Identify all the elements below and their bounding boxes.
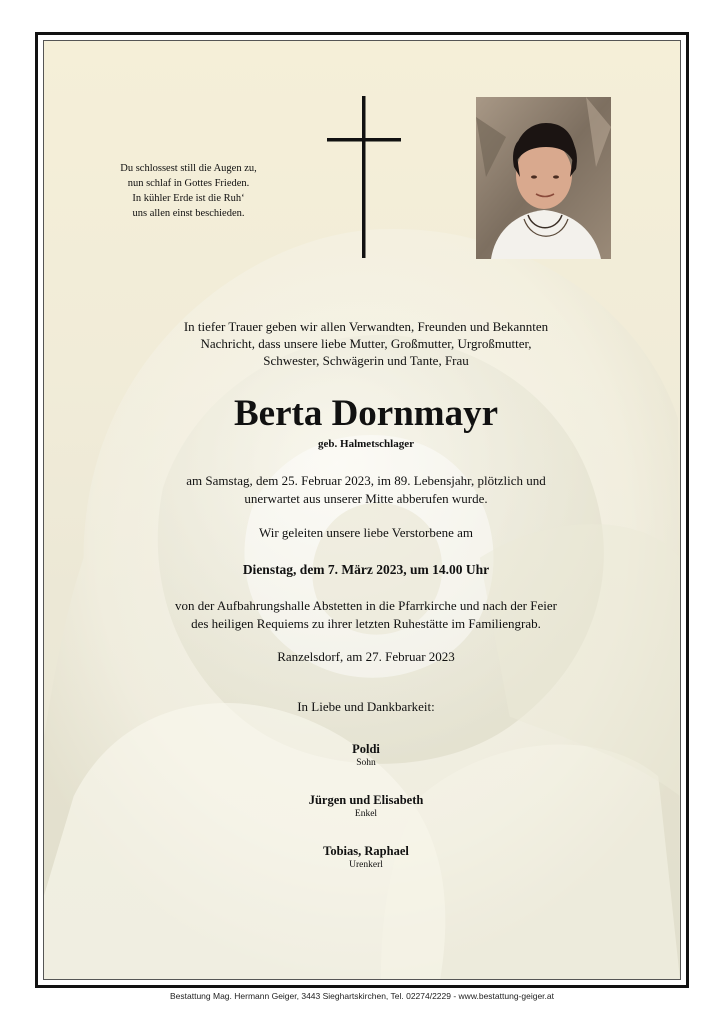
mourner-role: Urenkerl	[349, 860, 383, 870]
mourner-name: Jürgen und Elisabeth	[308, 793, 424, 807]
announcement	[104, 318, 628, 369]
cross-icon	[327, 96, 401, 258]
announcement-line: Schwester, Schwägerin und Tante, Frau	[263, 353, 469, 368]
card-frame	[35, 32, 689, 988]
death-notice-line: am Samstag, dem 25. Februar 2023, im 89. Lebensjahr, plötzlich und	[186, 473, 546, 488]
announcement-line: In tiefer Trauer geben wir allen Verwandten, Freunden und Bekannten	[183, 319, 549, 334]
poem-line: uns allen einst beschieden.	[132, 208, 245, 219]
mourner	[104, 792, 628, 820]
place-date: Ranzelsdorf, am 27. Februar 2023	[277, 649, 455, 664]
funeral-date: Dienstag, dem 7. März 2023, um 14.00 Uhr	[242, 562, 490, 577]
death-notice-line: unerwartet aus unserer Mitte abberufen wurde.	[244, 491, 488, 506]
mourner-role: Sohn	[356, 758, 376, 768]
funeral-route-line: des heiligen Requiems zu ihrer letzten Ruhestätte im Familiengrab.	[191, 616, 541, 631]
poem-line: In kühler Erde ist die Ruh‘	[132, 193, 245, 204]
funeral-intro: Wir geleiten unsere liebe Verstorbene am	[258, 525, 473, 540]
funeral-route-line: von der Aufbahrungshalle Abstetten in die Pfarrkirche und nach der Feier	[175, 598, 557, 613]
announcement-line: Nachricht, dass unsere liebe Mutter, Großmutter, Urgroßmutter,	[200, 336, 532, 351]
birth-name: geb. Halmetschlager	[318, 438, 414, 450]
poem-line: Du schlossest still die Augen zu,	[120, 163, 257, 174]
closing-line: In Liebe und Dankbarkeit:	[297, 699, 435, 714]
mourner	[104, 741, 628, 769]
mourner-name: Poldi	[352, 742, 380, 756]
death-notice	[104, 472, 628, 508]
mourner-name: Tobias, Raphael	[323, 844, 409, 858]
funeral-route	[104, 597, 628, 633]
deceased-name: Berta Dornmayr	[233, 393, 499, 434]
poem	[106, 161, 271, 221]
mourner	[104, 843, 628, 871]
footer: Bestattung Mag. Hermann Geiger, 3443 Sieghartskirchen, Tel. 02274/2229 - www.bestattung-geiger.at	[170, 991, 554, 1001]
card-body	[43, 40, 681, 980]
poem-line: nun schlaf in Gottes Frieden.	[127, 178, 250, 189]
portrait-photo	[476, 97, 611, 259]
mourner-role: Enkel	[354, 809, 378, 819]
